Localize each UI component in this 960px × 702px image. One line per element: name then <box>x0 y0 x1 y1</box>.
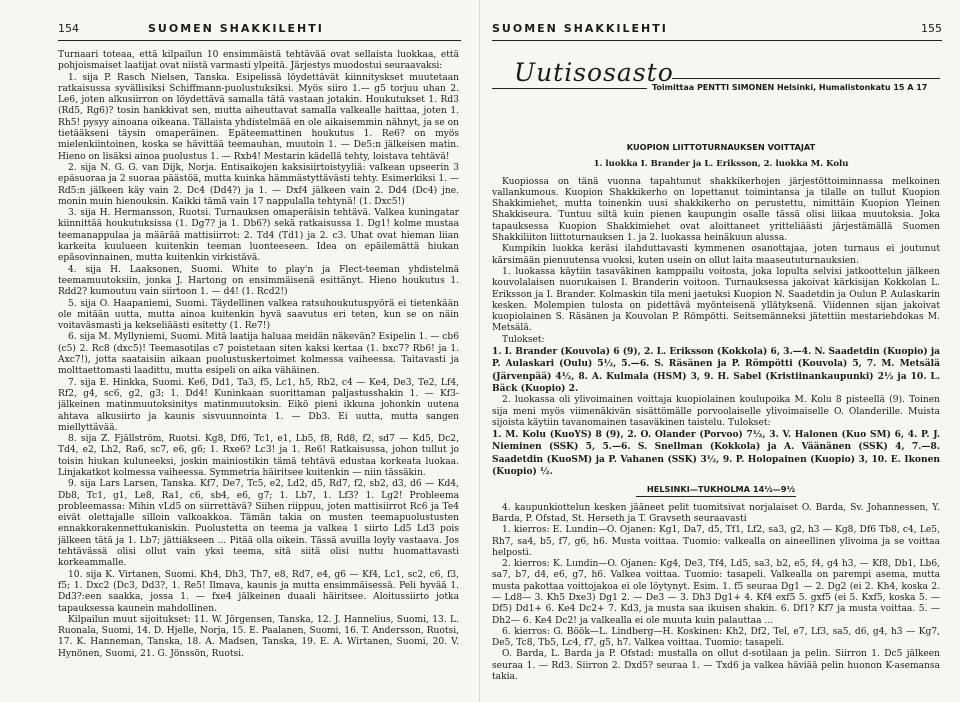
paragraph: 4. kaupunkiottelun kesken jääneet pelit tuomitsivat norjalaiset O. Barda, Sv. Johannessen, Y. Barda, P. Ofstad, St. Herseth ja T. Gravseth seuraavasti <box>492 502 940 524</box>
article-subheadline: 1. luokka I. Brander ja L. Eriksson, 2. luokka M. Kolu <box>593 159 849 170</box>
paragraph: 1. luokassa käytiin tasaväkinen kamppailu voitosta, joka lopulta selvisi jatkoottelun jälkeen kouvolalaisen nuorukaisen I. Branderin voitoon. Turnauksessa jakoivat kärkisijan Kokkolan L. Eriksson ja I. Brander. Kolmaskin tila meni jaetuksi Kuopion N. Saadetdin ja Oulun P. Aulaskarin kesken. Molempien tulosta on pidettävä myönteisenä yllätyksenä. Viidennen sijan jakoivat kuopiolainen S. Räsänen ja Kouvolan P. Römpötti. Seitsemänneksi jätettiin mestariehdokas M. Metsälä. <box>492 266 940 334</box>
left-running-head <box>58 22 461 38</box>
page-number: 154 <box>58 22 79 35</box>
right-page <box>480 0 960 702</box>
paragraph: 2. sija N. G. G. van Dijk, Norja. Entisaikojen kaksisiirtoistyyliä: valkean upseerin 3 epäsuoraa ja 2 suoraa päästöä, mutta kuinka hämmästyttävästi tehty. Esimerkiksi 1. — Rd5:n jälkeen käy vain 2. Dc4 (Dd4?) ja 1. — Dxf4 jälkeen vain 2. Dd4 (Dc4) jne. monin muin hienouksin. Kaikki tämä vain 17 nappulalla tehtynä! (1. Dxc5!) <box>58 162 459 207</box>
left-body-text <box>58 50 459 698</box>
running-title: SUOMEN SHAKKILEHTI <box>148 22 324 35</box>
paragraph: 7. sija E. Hinkka, Suomi. Ke6, Dd1, Ta3, f5, Lc1, h5, Rb2, c4 — Ke4, De3, Te2, Lf4, Rf2, g4, sc6, g2, g3; 1. Dd4! Kuninkaan suorittaman paljastusshakin 1. — Kf3-jälkeinen matinmuutoksinitys matinmuutoksin. Eikö pieni ikkuna johonkin uutena ahtava alkusiirto ja kaunis sisvuunnointa 1. — Db3. Ei uutta, mutta sangen miellyttävää. <box>58 377 459 433</box>
paragraph: 1. kierros: E. Lundin—O. Ojanen: Kg1, Da7, d5, Tf1, Lf2, sa3, g2, h3 — Kg8, Df6 Tb8, c4, Le5, Rh7, sa4, b5, f7, g6, h6. Musta voittaa. Tuomio: valkealla on aineellinen ylivoima ja se voittaa helposti. <box>492 525 940 558</box>
paragraph: Kilpailun muut sijoitukset: 11. W. Jörgensen, Tanska, 12. J. Hannelius, Suomi, 13. L. Ruonala, Suomi, 14. D. Hjelle, Norja, 15. E. Paalanen, Suomi, 16. T. Andersson, Ruotsi, 17. K. Hanneman, Tanska, 18. A. Madsen, Tanska, 19. E. A. Wirtanen, Suomi, 20. V. Hynönen, Suomi, 21. G. Jönssön, Ruotsi. <box>58 614 459 659</box>
paragraph: 3. sija H. Hermansson, Ruotsi. Turnauksen omaperäisin tehtävä. Valkea kuningatar kiinnittää houkutuksissa (1. Dg7? ja 1. Db6?) sekä ratkaisussa 1. Dg1! kolme mustaa teemanappulaa ja määrää mattisiirrot: 2. Td4 (Td1) ja 2. c3. Uhat ovat hieman liian karkeita kuulueen kuitenkin teeman luonteeseen. Idea on epäilemättä hiukan epäsovinnainen, mutta kuitenkin virkistävä. <box>58 208 459 264</box>
page-number: 155 <box>921 22 942 35</box>
editor-line: Toimittaa PENTTI SIMONEN Helsinki, Humalistonkatu 15 A 17 <box>652 83 928 92</box>
article-headline: KUOPION LIITTOTURNAUKSEN VOITTAJAT <box>626 142 816 152</box>
section-masthead <box>492 58 940 98</box>
running-title: SUOMEN SHAKKILEHTI <box>492 22 668 35</box>
header-rule <box>58 40 461 41</box>
header-rule <box>492 40 942 41</box>
paragraph: 6. sija M. Myllyniemi, Suomi. Mitä laatija haluaa meidän näkevän? Esipelin 1. — cb6 (c5) 2. Rc8 (dxc5)! Teemasotilas c7 poistetaan siten kaksi kertaa (1. bxc7? Rb6! ja 1. Axc7!), jotta saataisiin aikaan puolustuskertoimet kolmessa vaiheessa. Taitavasti ja molttaettomasti laadittu, mutta esipeli on aika vähäinen. <box>58 332 459 377</box>
masthead-rule <box>672 78 940 79</box>
paragraph: 8. sija Z. Fjällström, Ruotsi. Kg8, Df6, Tc1, e1, Lb5, f8, Rd8, f2, sd7 — Kd5, Dc2, Td4, e2, Lh2, Ra6, sc7, e6, g6; 1. Rxe6? Lc3! ja 1. Re6! Ratkaisussa, johon tullut jo toisin hiukan kuluneeksi, joskin mainiostikin tämä tehtävä edustaa korkeata luokaa. Linjakatkot kolmessa vaiheessa. Symmetria häiritsee kuitenkin — niin tässäkin. <box>58 434 459 478</box>
paragraph: O. Barda, L. Barda ja P. Ofstad: mustalla on ollut d-sotilaan ja pelin. Siirron 1. Dc5 jälkeen seuraa 1. — Rd3. Siirron 2. Dxd5? seuraa 1. — Txd6 ja valkea häviää pelin huonon K-asemansa takia. <box>492 649 940 683</box>
paragraph: 2. luokassa oli ylivoimainen voittaja kuopiolainen koulupoika M. Kolu 8 pisteellä (9). Toinen sija meni myös viimenäkivän sisättömälle porvoolaiselle ylivoimaiselle O. Olanderille. Muista sijoista käytiin tavanomainen tasaväkinen taistelu. Tulokset: <box>492 395 940 428</box>
right-running-head <box>492 22 942 38</box>
paragraph: Kumpikin luokka keräsi ilahduttavasti kymmenen osanottajaa, joten turnaus ei joutunut kärsimään pienuutensa vuoksi, kuten usein on ollut laita maaseututurnauksien. <box>492 244 940 266</box>
paragraph: Turnaari toteaa, että kilpailun 10 ensimmäistä tehtävää ovat sellaista luokkaa, että pohjoismaiset laatijat ovat niistä varmasti ylpeitä. Järjestys muodostui seuraavaksi: <box>58 50 459 72</box>
paragraph: Kuopiossa on tänä vuonna tapahtunut shakkikerhojen järjestöttoiminnassa melkoinen vallankumous. Kuopion Shakkikerho on lopettanut toimintansa ja tilalle on tullut Kuopion Shakkimiehet, mutta toinenkin uusi shakkikerho on perustettu, nimittäin Kuopion Yleinen Shakkiseura. Tuntuu siltä kuin pienen kaupungin osalle tässä olisi liikaa muutoksia. Joka tapauksessa Kuopion Shakkimiehet ovat aloittaneet yritteliäästi järjestämällä Suomen Shakkiliiton liittoturnauksen 1. ja 2. luokassa heinäkuun alussa. <box>492 176 940 244</box>
article-headline: HELSINKI—TUKHOLMA 14½—9½ <box>646 484 796 495</box>
headline-rule <box>636 496 796 497</box>
results-block: 1. M. Kolu (KuoYS) 8 (9), 2. O. Olander (Porvoo) 7½, 3. V. Halonen (Kuo SM) 6, 4. P. J. Nieminen (SSK) 5, 5.—6. S. Snellman (Kokkola) ja A. Väänänen (SSK) 4, 7.—8. Saadetdin (KuoSM) ja P. Vahanen (SSK) 3½, 9. P. Holopainen (Kuopio) 3, 10. E. Ikonen (Kuopio) ½. <box>492 429 940 478</box>
paragraph: 6. kierros: G. Böök—L. Lindberg—H. Koskinen: Kh2, Df2, Tel, e7, Lf3, sa5, d6, g4, h3 — Kg7, De5, Tc8, Tb5, Lc4, f7, g5, h7. Valkea voittaa. Tuomio: tasapeli. <box>492 626 940 649</box>
paragraph: 2. kierros: K. Lundin—O. Ojanen: Kg4, De3, Tf4, Ld5, sa3, b2, e5, f4, g4 h3, — Kf8, Db1, Lb6, sa7, b7, d4, e6, g7, h6. Valkea voittaa. Tuomio: tasapeli. Valkealla on parempi asema, mutta musta pakottaa voittojakoa ei ole löytynyt. Esim. 1. f5 seuraa Dg1 — 2. Dg2 (ei 2. Kh4, koska 2. — Ld8— 3. Kh5 Dxe3) Dg1 2. — De3 — 3. Dh3 Dg1+ 4. Kf4 exf5 5. gxf5 (ei 5. Kxf5, koska 5. — Df5) Dd1+ 6. Ke4 Dc2+ 7. Kd3, ja musta saa ikuisen shakin. 6. Df1? Kf7 ja musta voittaa. 5. — Dh2— 6. Ke4 Dc2! ja valkealla ei ole muuta kuin palauttaa ... <box>492 559 940 626</box>
results-block: 1. I. Brander (Kouvola) 6 (9), 2. L. Eriksson (Kokkola) 6, 3.—4. N. Saadetdin (Kuopio) ja P. Aulaskari (Oulu) 5½, 5.—6. S. Räsänen ja P. Römpötti (Kouvola) 5, 7. M. Metsälä (Järvenpää) 4½, 8. A. Kulmala (HSM) 3, 9. H. Sabel (Kristiinankaupunki) 2½ ja 10. L. Bäck (Kuopio) 2. <box>492 346 940 394</box>
right-body-text <box>492 142 940 698</box>
paragraph: 9. sija Lars Larsen, Tanska. Kf7, De7, Tc5, e2, Ld2, d5, Rd7, f2, sb2, d3, d6 — Kd4, Db8, Tc1, g1, Le8, Ra1, c6, sb4, e6, g7; 1. Lb7, 1. Lf3? 1. Lg2! Probleema probleemassa: Mihin vLd5 on siirrettävä? Siihen riippuu, joten mattisiirrot Rc6 ja Te4 eivät olettajalle silloin valkoakkoa. Tämän takia on musten teemapuolustusten ennakkorakennettukaniskin. Puolustetta on teema ja valkea 1 siirto Ld5 Ld3 pois jälkeen tätä ja 1. Lb7; jättiäkseen ... Pitää olla oikein. Tässä avuilla loyly vastaava. Jos tehtävässä olisi ollut vain yksi teema, sitä siitä olisi nuttu huomattavasti korkeammalle. <box>58 479 459 569</box>
paragraph: Tulokset: <box>502 334 545 345</box>
paragraph: 1. sija P. Rasch Nielsen, Tanska. Esipelissä löydettävät kiinnityskset muutetaan ratkaisussa syvällisiksi Schiffmann-puolustuksiksi. Myös siiro 1.— g5 torjuu uhan 2. Le6, joten alkusiirron on löydettävä samalla tätä vastaan jotakin. Houkutukset 1. Rd3 (Rd5, Rg6)? tosin hankkivat sen, mutta aiheuttavat samalla valkealle haittaa, joten 1. Rh5! pysyy ainoana oikeana. Tällaista yhdistelmää en ole aikaisemmin nähnyt, ja se on tietääkseni täysin omaperäinen. Epäteemattinen houkutus 1. Re6? on myös mielenkiintoinen, koska se hävittää teemauhan, muutoin 1. — De5:n jälkeisen matin. Hieno on lisäksi ainoa puolustus 1. — Rxb4! Mestarin kädellä tehty, loistava tehtävä! <box>58 72 459 162</box>
section-title: Uutisosasto <box>514 58 674 87</box>
paragraph: 4. sija H. Laaksonen, Suomi. White to play'n ja Flect-teeman yhdistelmä teemamuutoksiin, jonka J. Hartong on ensimmäisenä esittänyt. Hieno houkutus 1. Rdd2? kumoutuu vain siirtoon 1. — d4! (1. Rcd2!) <box>58 264 459 298</box>
paragraph: 10. sija K. Virtanen, Suomi. Kh4, Dh3, Th7, e8, Rd7, e4, g6 — Kf4, Lc1, sc2, c6, f3, f5; 1. Dxc2 (Dc3, Dd3?, 1. Re5! Ilmava, kaunis ja mutta ensimmäisessä. Peli hyvää 1. Dd3?:een saakka, jossa 1. — fxe4 jälkeinen duaali häiritsee. Aloitussiirto jotka tapauksessa kaunein mahdollinen. <box>58 569 459 614</box>
paragraph: 5. sija O. Haapaniemi, Suomi. Täydellinen valkea ratsuhoukutuspyörä ei tietenkään ole mitään uutta, mutta ainoa kuitenkin hyvä saavutus eri teten, kun se on näin voitaväsmasti ja kekseliäästi esitetty (1. Re7!) <box>58 298 459 332</box>
masthead-underline <box>492 88 647 89</box>
